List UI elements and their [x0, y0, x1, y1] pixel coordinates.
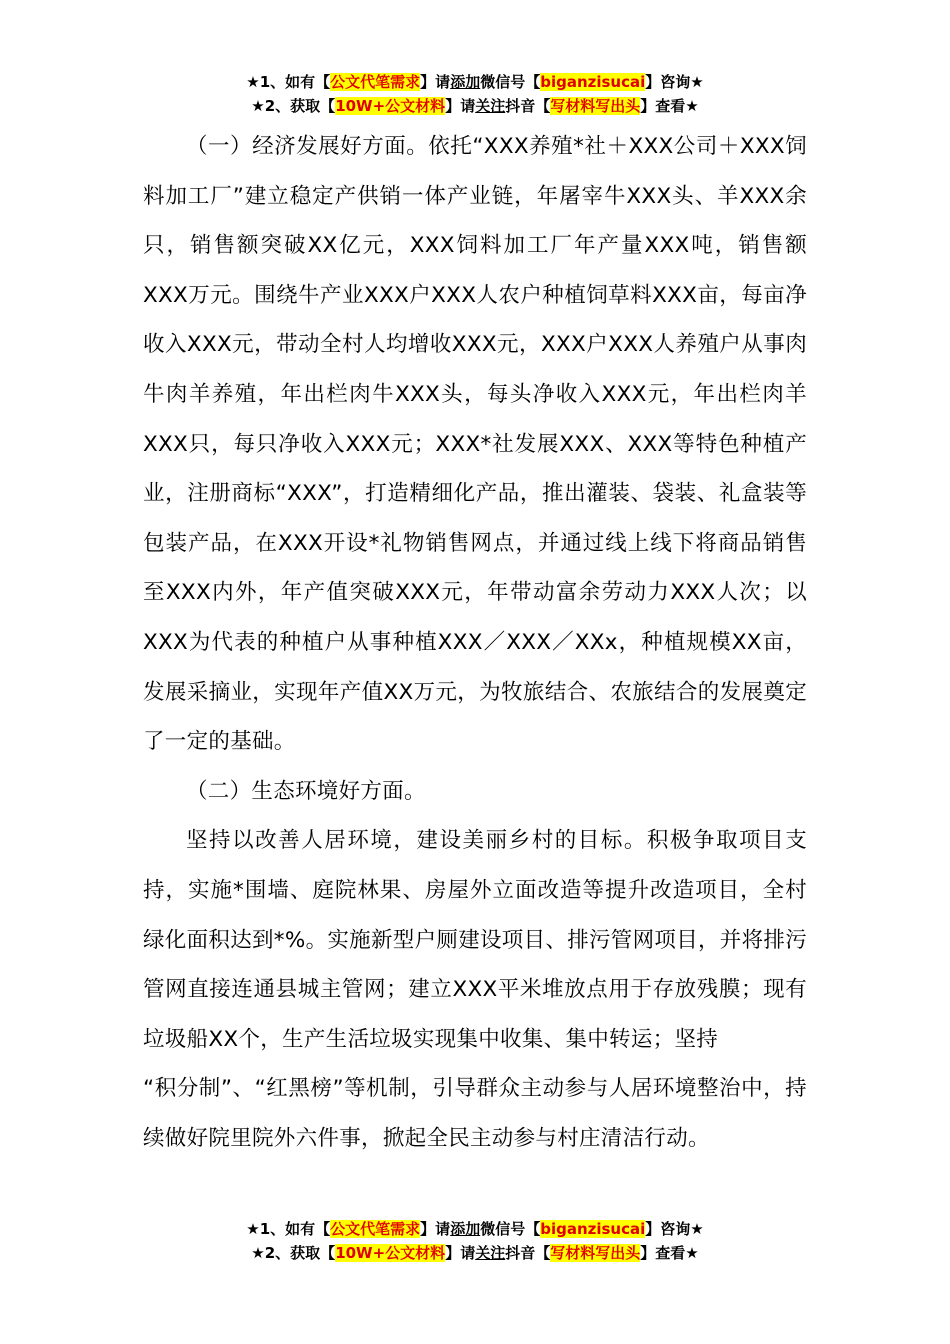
paragraph-ecology: 坚持以改善人居环境，建设美丽乡村的目标。积极争取项目支持，实施*围墙、庭院林果、房屋外立面改造等提升改造项目，全村绿化面积达到*%。实施新型户厕建设项目、排污管网项目，并将排污管网直接连通县城主管网；建立XXX平米堆放点用于存放残膜；现有垃圾船XX个，生产生活垃圾实现集中收集、集中转运；坚持 [143, 828, 807, 1052]
paragraph-ecology-continued: “积分制”、“红黑榜”等机制，引导群众主动参与人居环境整治中，持续做好院里院外六件事，掀起全民主动参与村庄清洁行动。 [143, 1076, 807, 1151]
highlight-service: 公文代笔需求 [330, 1220, 421, 1238]
banner-line-1: ★1、如有【公文代笔需求】请添加微信号【biganzisucai】咨询★ [246, 73, 704, 91]
header-banner [0, 70, 950, 118]
highlight-wechat-id: biganzisucai [540, 73, 646, 91]
highlight-douyin: 写材料写出头 [550, 1244, 641, 1262]
paragraph-economy: （一）经济发展好方面。依托“XXX养殖*社＋XXX公司＋XXX饲料加工厂”建立稳定产供销一体产业链，年屠宰牛XXX头、羊XXX余只，销售额突破XX亿元，XXX饲料加工厂年产量XXX吨，销售额XXX万元。围绕牛产业XXX户XXX人农户种植饲草料XXX亩，每亩净收入XXX元，带动全村人均增收XXX元，XXX户XXX人养殖户从事肉牛肉羊养殖，年出栏肉牛XXX头，每头净收入XXX元，年出栏肉羊XXX只，每只净收入XXX元；XXX*社发展XXX、XXX等特色种植产业，注册商标“XXX”，打造精细化产品，推出灌装、袋装、礼盒装等包装产品，在XXX开设*礼物销售网点，并通过线上线下将商品销售至XXX内外，年产值突破XXX元，年带动富余劳动力XXX人次；以XXX为代表的种植户从事种植XXX／XXX／XXx，种植规模XX亩，发展采摘业，实现年产值XX万元，为牧旅结合、农旅结合的发展奠定了一定的基础。 [143, 134, 807, 755]
highlight-materials: 10W+公文材料 [335, 1244, 446, 1262]
highlight-materials: 10W+公文材料 [335, 97, 446, 115]
document-body [143, 122, 807, 1163]
highlight-service: 公文代笔需求 [330, 73, 421, 91]
highlight-douyin: 写材料写出头 [550, 97, 641, 115]
heading-ecology: （二）生态环境好方面。 [186, 778, 426, 804]
highlight-wechat-id: biganzisucai [540, 1220, 646, 1238]
banner-line-1: ★1、如有【公文代笔需求】请添加微信号【biganzisucai】咨询★ [246, 1220, 704, 1238]
banner-line-2: ★2、获取【10W+公文材料】请关注抖音【写材料写出头】查看★ [251, 97, 699, 115]
banner-line-2: ★2、获取【10W+公文材料】请关注抖音【写材料写出头】查看★ [251, 1244, 699, 1262]
footer-banner [0, 1217, 950, 1265]
